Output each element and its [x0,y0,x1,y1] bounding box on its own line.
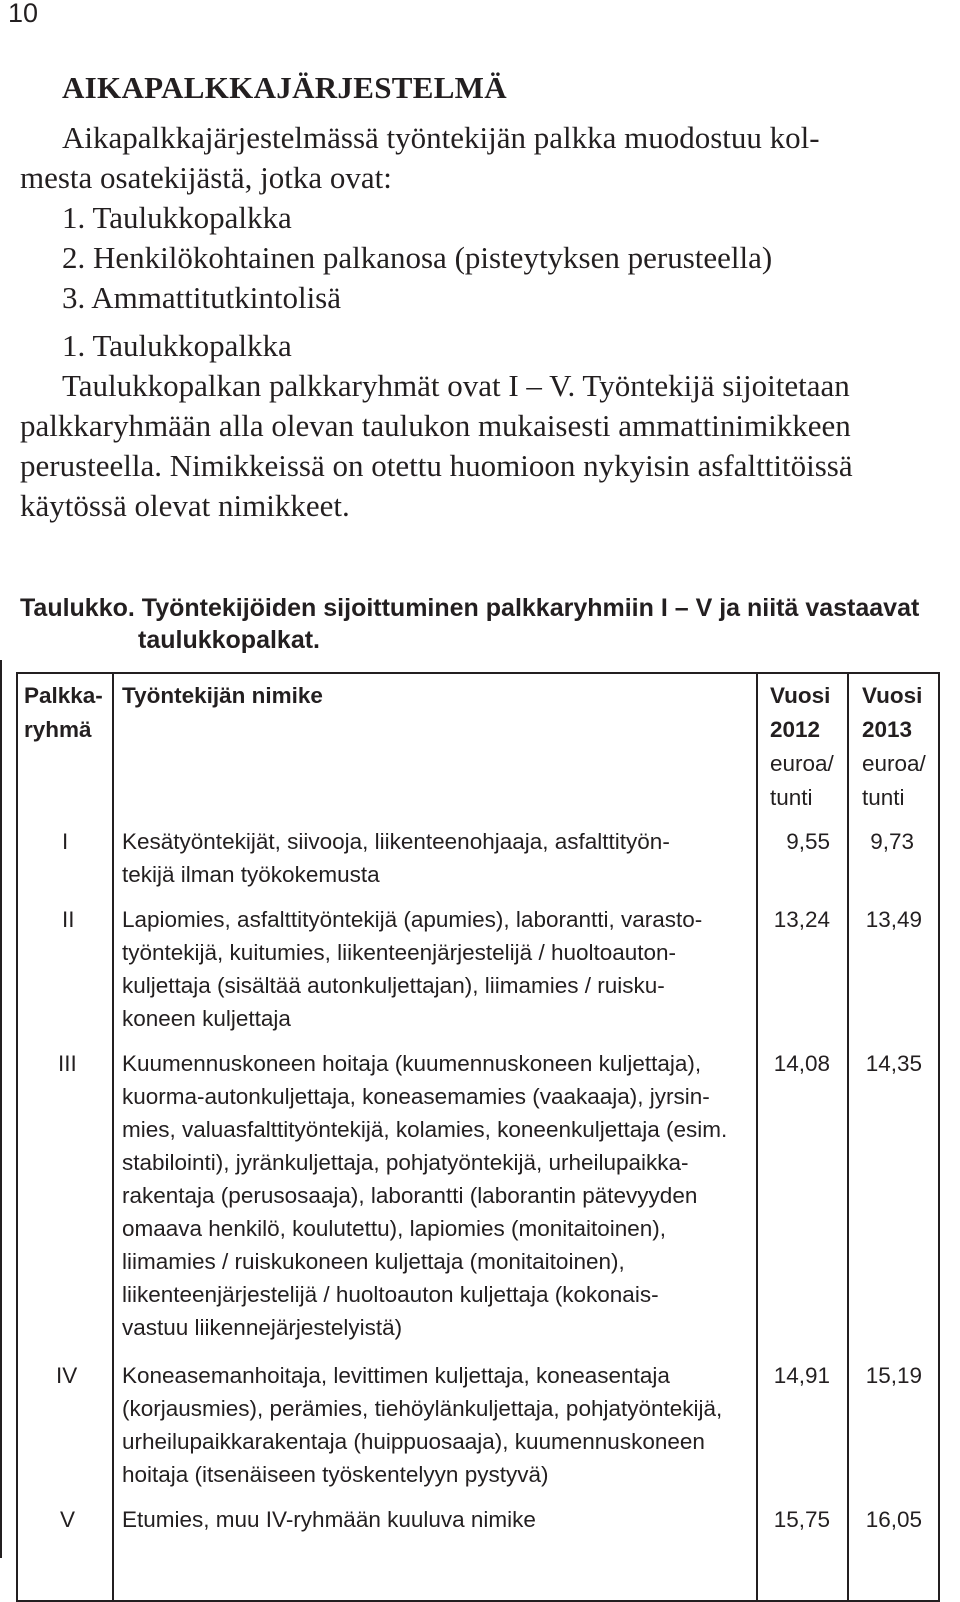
header-2013-line-3: euroa/ [862,751,926,776]
section-line-4: käytössä olevat nimikkeet. [20,488,350,523]
section-line-2: palkkaryhmään alla olevan taulukon mukaisesti ammattinimikkeen [20,408,851,443]
header-title: Työntekijän nimike [122,683,323,708]
row-1-value-2013: 9,73 [870,829,914,854]
component-item-2: 2. Henkilökohtainen palkanosa (pisteytyksen perusteella) [62,240,773,275]
row-2-title-line-1: Lapiomies, asfalttityöntekijä (apumies), laborantti, varasto- [122,907,703,932]
header-group-line-2: ryhmä [24,717,92,742]
row-5-value-2012: 15,75 [773,1507,830,1532]
row-1-group: I [62,829,69,854]
table-title-rule [756,672,758,1602]
row-2-value-2013: 13,49 [865,907,922,932]
table-right-rule [938,672,940,1602]
row-3-title-line-8: liikenteenjärjestelijä / huoltoauton kuljettaja (kokonais- [122,1282,659,1307]
row-5-value-2013: 16,05 [865,1507,922,1532]
row-3-title-line-6: omaava henkilö, koulutettu), lapiomies (monitaitoinen), [122,1216,667,1241]
row-3-group: III [58,1051,77,1076]
header-2012-line-2: 2012 [770,717,821,742]
row-1-title-line-1: Kesätyöntekijät, siivooja, liikenteenohjaaja, asfalttityön- [122,829,670,854]
row-3-title-line-9: vastuu liikennejärjestelyistä) [122,1315,403,1340]
row-3-title-line-4: stabilointi), jyränkuljettaja, pohjatyöntekijä, urheilupaikka- [122,1150,689,1175]
table-group-rule [112,672,114,1602]
row-2-title-line-4: koneen kuljettaja [122,1006,291,1031]
intro-line-1: Aikapalkkajärjestelmässä työntekijän palkka muodostuu kol- [62,120,820,155]
pay-group-table [0,658,960,1602]
row-4-title-line-2: (korjausmies), perämies, tiehöylänkuljettaja, pohjatyöntekijä, [122,1396,723,1421]
table-caption-line-1: Taulukko. Työntekijöiden sijoittuminen palkkaryhmiin I – V ja niitä vastaavat [20,594,920,622]
row-3-title-line-2: kuorma-autonkuljettaja, koneasemamies (vaakaaja), jyrsin- [122,1084,710,1109]
row-4-title-line-1: Koneasemanhoitaja, levittimen kuljettaja, koneasentaja [122,1363,670,1388]
row-2-title-line-2: työntekijä, kuitumies, liikenteenjärjestelijä / huoltoauton- [122,940,677,965]
row-4-title-line-4: hoitaja (itsenäiseen työskentelyyn pystyvä) [122,1462,549,1487]
table-year-rule [847,672,849,1602]
section-title: 1. Taulukkopalkka [62,328,292,363]
row-5-group: V [60,1507,76,1532]
component-item-1: 1. Taulukkopalkka [62,200,292,235]
row-2-group: II [62,907,75,932]
table-caption-line-2: taulukkopalkat. [138,626,320,654]
row-3-title-line-3: mies, valuasfalttityöntekijä, kolamies, koneenkuljettaja (esim. [122,1117,728,1142]
row-5-title-line-1: Etumies, muu IV-ryhmään kuuluva nimike [122,1507,536,1532]
header-2013-line-4: tunti [862,785,905,810]
table-caption [20,592,950,656]
row-3-title-line-5: rakentaja (perusosaaja), laborantti (laborantin pätevyyden [122,1183,698,1208]
row-3-value-2012: 14,08 [773,1051,830,1076]
component-item-3: 3. Ammattitutkintolisä [62,280,341,315]
header-2012-line-3: euroa/ [770,751,834,776]
row-2-title-line-3: kuljettaja (sisältää autonkuljettajan), liimamies / ruisku- [122,973,665,998]
row-3-title-line-1: Kuumennuskoneen hoitaja (kuumennuskoneen kuljettaja), [122,1051,702,1076]
table-outer-left-rule [0,660,2,1558]
intro-line-2: mesta osatekijästä, jotka ovat: [20,160,392,195]
section-line-1: Taulukkopalkan palkkaryhmät ovat I – V. Työntekijä sijoitetaan [62,368,850,403]
row-2-value-2012: 13,24 [773,907,830,932]
header-group-line-1: Palkka- [24,683,103,708]
page-number: 10 [8,0,39,28]
header-2012-line-4: tunti [770,785,813,810]
row-4-group: IV [56,1363,78,1388]
header-2013-line-1: Vuosi [862,683,923,708]
row-1-value-2012: 9,55 [786,829,830,854]
table-top-rule [16,672,940,674]
header-2012-line-1: Vuosi [770,683,831,708]
page-heading: AIKAPALKKAJÄRJESTELMÄ [62,70,507,105]
row-1-title-line-2: tekijä ilman työkokemusta [122,862,380,887]
row-4-value-2013: 15,19 [865,1363,922,1388]
section-line-3: perusteella. Nimikkeissä on otettu huomioon nykyisin asfalttitöissä [20,448,853,483]
header-2013-line-2: 2013 [862,717,913,742]
row-4-value-2012: 14,91 [773,1363,830,1388]
table-left-rule [16,672,18,1602]
row-4-title-line-3: urheilupaikkarakentaja (huippuosaaja), kuumennuskoneen [122,1429,705,1454]
row-3-value-2013: 14,35 [865,1051,922,1076]
row-3-title-line-7: liimamies / ruiskukoneen kuljettaja (monitaitoinen), [122,1249,625,1274]
